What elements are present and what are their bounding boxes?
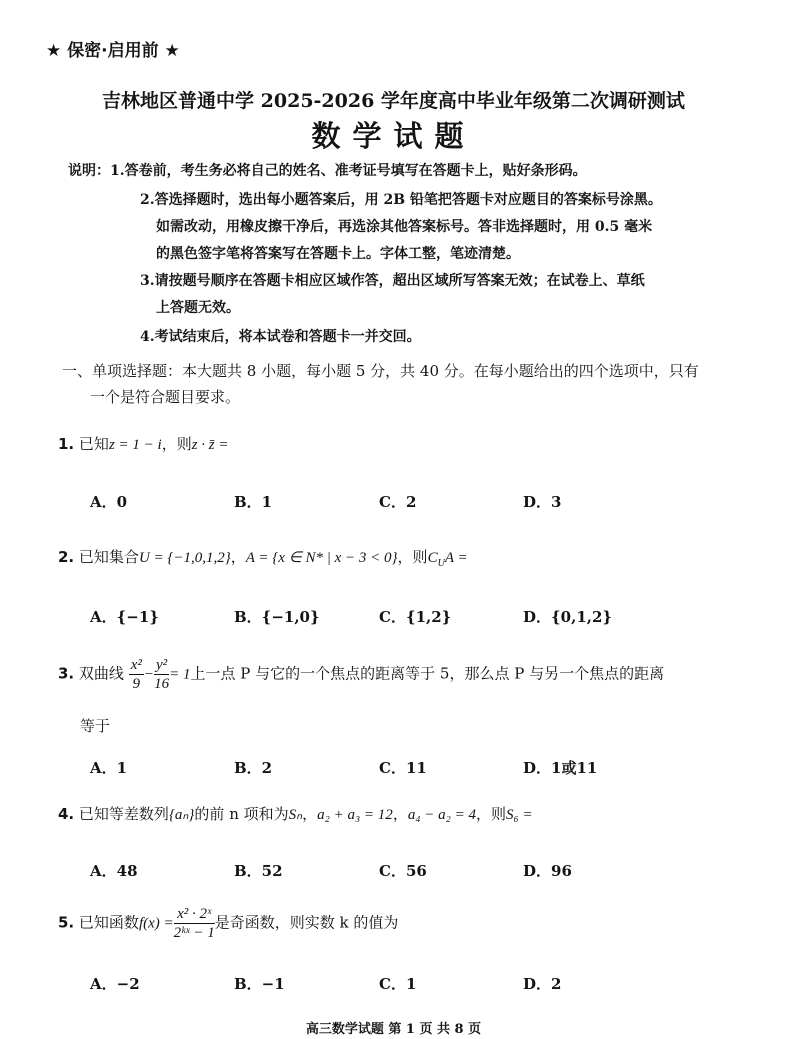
fraction-numerator: x² — [130, 657, 142, 673]
question-number: 3. — [58, 664, 75, 683]
option-d: D．{0,1,2} — [523, 608, 613, 626]
fraction — [129, 656, 144, 693]
fraction — [154, 656, 169, 693]
option-b: B．52 — [234, 862, 283, 880]
question-1 — [58, 433, 229, 454]
option-a: A．48 — [90, 862, 138, 880]
question-2 — [58, 546, 468, 569]
confidential-label: ★ 保密·启用前 ★ — [46, 41, 180, 61]
question-text: ， — [302, 805, 318, 823]
option-a: A．1 — [90, 759, 128, 777]
option-c: C．{1,2} — [379, 608, 452, 626]
option-d: D．96 — [523, 862, 572, 880]
note-line-2: 2.答选择题时，选出每小题答案后，用 2B 铅笔把答题卡对应题目的答案标号涂黑。 — [140, 192, 662, 208]
page-footer: 高三数学试题 第 1 页 共 8 页 — [305, 1022, 482, 1037]
fraction-numerator: x² · 2ˣ — [174, 905, 215, 924]
question-text: ， — [230, 548, 246, 566]
math-expression: C — [427, 550, 438, 566]
math-expression: A = — [444, 550, 468, 566]
option-d: D．3 — [523, 493, 562, 511]
math-operator: − — [143, 666, 154, 683]
question-number: 5. — [58, 913, 75, 932]
option-d: D．1或11 — [523, 759, 598, 777]
option-b: B．1 — [234, 493, 273, 511]
note-line-3: 如需改动，用橡皮擦干净后，再选涂其他答案标号。答非选择题时，用 0.5 毫米 — [156, 219, 653, 235]
option-b: B．−1 — [234, 975, 285, 993]
note-line-1: 说明：1.答卷前，考生务必将自己的姓名、准考证号填写在答题卡上，贴好条形码。 — [68, 163, 587, 179]
question-text: 是奇函数，则实数 k 的值为 — [214, 913, 399, 932]
question-text: 的前 n 项和为 — [194, 805, 289, 823]
question-3-cont: 等于 — [80, 717, 111, 735]
question-number: 2. — [58, 548, 75, 566]
fraction-denominator: 9 — [132, 676, 141, 692]
math-expression: S₆ = — [506, 807, 533, 823]
question-text: ， — [392, 805, 408, 823]
option-c: C．1 — [379, 975, 417, 993]
option-c: C．11 — [379, 759, 427, 777]
option-c: C．2 — [379, 493, 417, 511]
question-text: 已知集合 — [78, 548, 139, 566]
math-expression: {aₙ} — [168, 807, 195, 823]
fraction-denominator: 16 — [154, 676, 170, 692]
question-text: 已知函数 — [78, 913, 139, 932]
option-d: D．2 — [523, 975, 562, 993]
math-expression: a₄ − a₂ = 4 — [407, 807, 477, 823]
math-expression: = 1 — [169, 666, 191, 683]
note-line-6: 上答题无效。 — [156, 300, 240, 316]
section-heading-cont: 一个是符合题目要求。 — [90, 388, 241, 406]
question-number: 4. — [58, 805, 75, 823]
fraction-denominator: 2ᵏˣ − 1 — [173, 925, 215, 941]
math-subscript: U — [437, 558, 445, 569]
question-3 — [58, 656, 664, 693]
question-5 — [58, 905, 398, 942]
question-text: 双曲线 — [78, 664, 124, 683]
note-line-7: 4.考试结束后，将本试卷和答题卡一并交回。 — [140, 329, 421, 345]
math-expression: f(x) = — [138, 915, 174, 932]
question-text: 已知 — [78, 435, 109, 453]
question-number: 1. — [58, 435, 75, 453]
option-a: A．0 — [90, 493, 128, 511]
fraction-numerator: y² — [156, 657, 168, 673]
math-expression: z · z̄ = — [191, 437, 229, 453]
math-expression: a₂ + a₃ = 12 — [317, 807, 393, 823]
math-expression: Sₙ — [288, 807, 303, 823]
question-4 — [58, 803, 533, 824]
exam-title: 吉林地区普通中学 2025-2026 学年度高中毕业年级第二次调研测试 — [102, 90, 685, 112]
question-text: ，则 — [476, 805, 507, 823]
option-b: B．{−1,0} — [234, 608, 320, 626]
subject-title: 数学试题 — [311, 119, 476, 153]
section-heading: 一、单项选择题：本大题共 8 小题，每小题 5 分，共 40 分。在每小题给出的四个选项中，只有 — [62, 362, 699, 380]
option-c: C．56 — [379, 862, 427, 880]
math-expression: z = 1 − i — [108, 437, 162, 453]
note-line-4: 的黑色签字笔将答案写在答题卡上。字体工整，笔迹清楚。 — [156, 246, 520, 262]
question-text: ，则 — [161, 435, 192, 453]
note-line-5: 3.请按题号顺序在答题卡相应区域作答，超出区域所写答案无效；在试卷上、草纸 — [140, 273, 645, 289]
question-text: 上一点 P 与它的一个焦点的距离等于 5，那么点 P 与另一个焦点的距离 — [190, 664, 665, 683]
question-text: ，则 — [397, 548, 428, 566]
math-expression: U = {−1,0,1,2} — [138, 550, 231, 566]
math-expression: A = {x ∈ N* | x − 3 < 0} — [245, 550, 398, 566]
option-a: A．{−1} — [90, 608, 159, 626]
option-b: B．2 — [234, 759, 273, 777]
question-text: 已知等差数列 — [78, 805, 169, 823]
option-a: A．−2 — [90, 975, 140, 993]
fraction — [174, 905, 215, 942]
